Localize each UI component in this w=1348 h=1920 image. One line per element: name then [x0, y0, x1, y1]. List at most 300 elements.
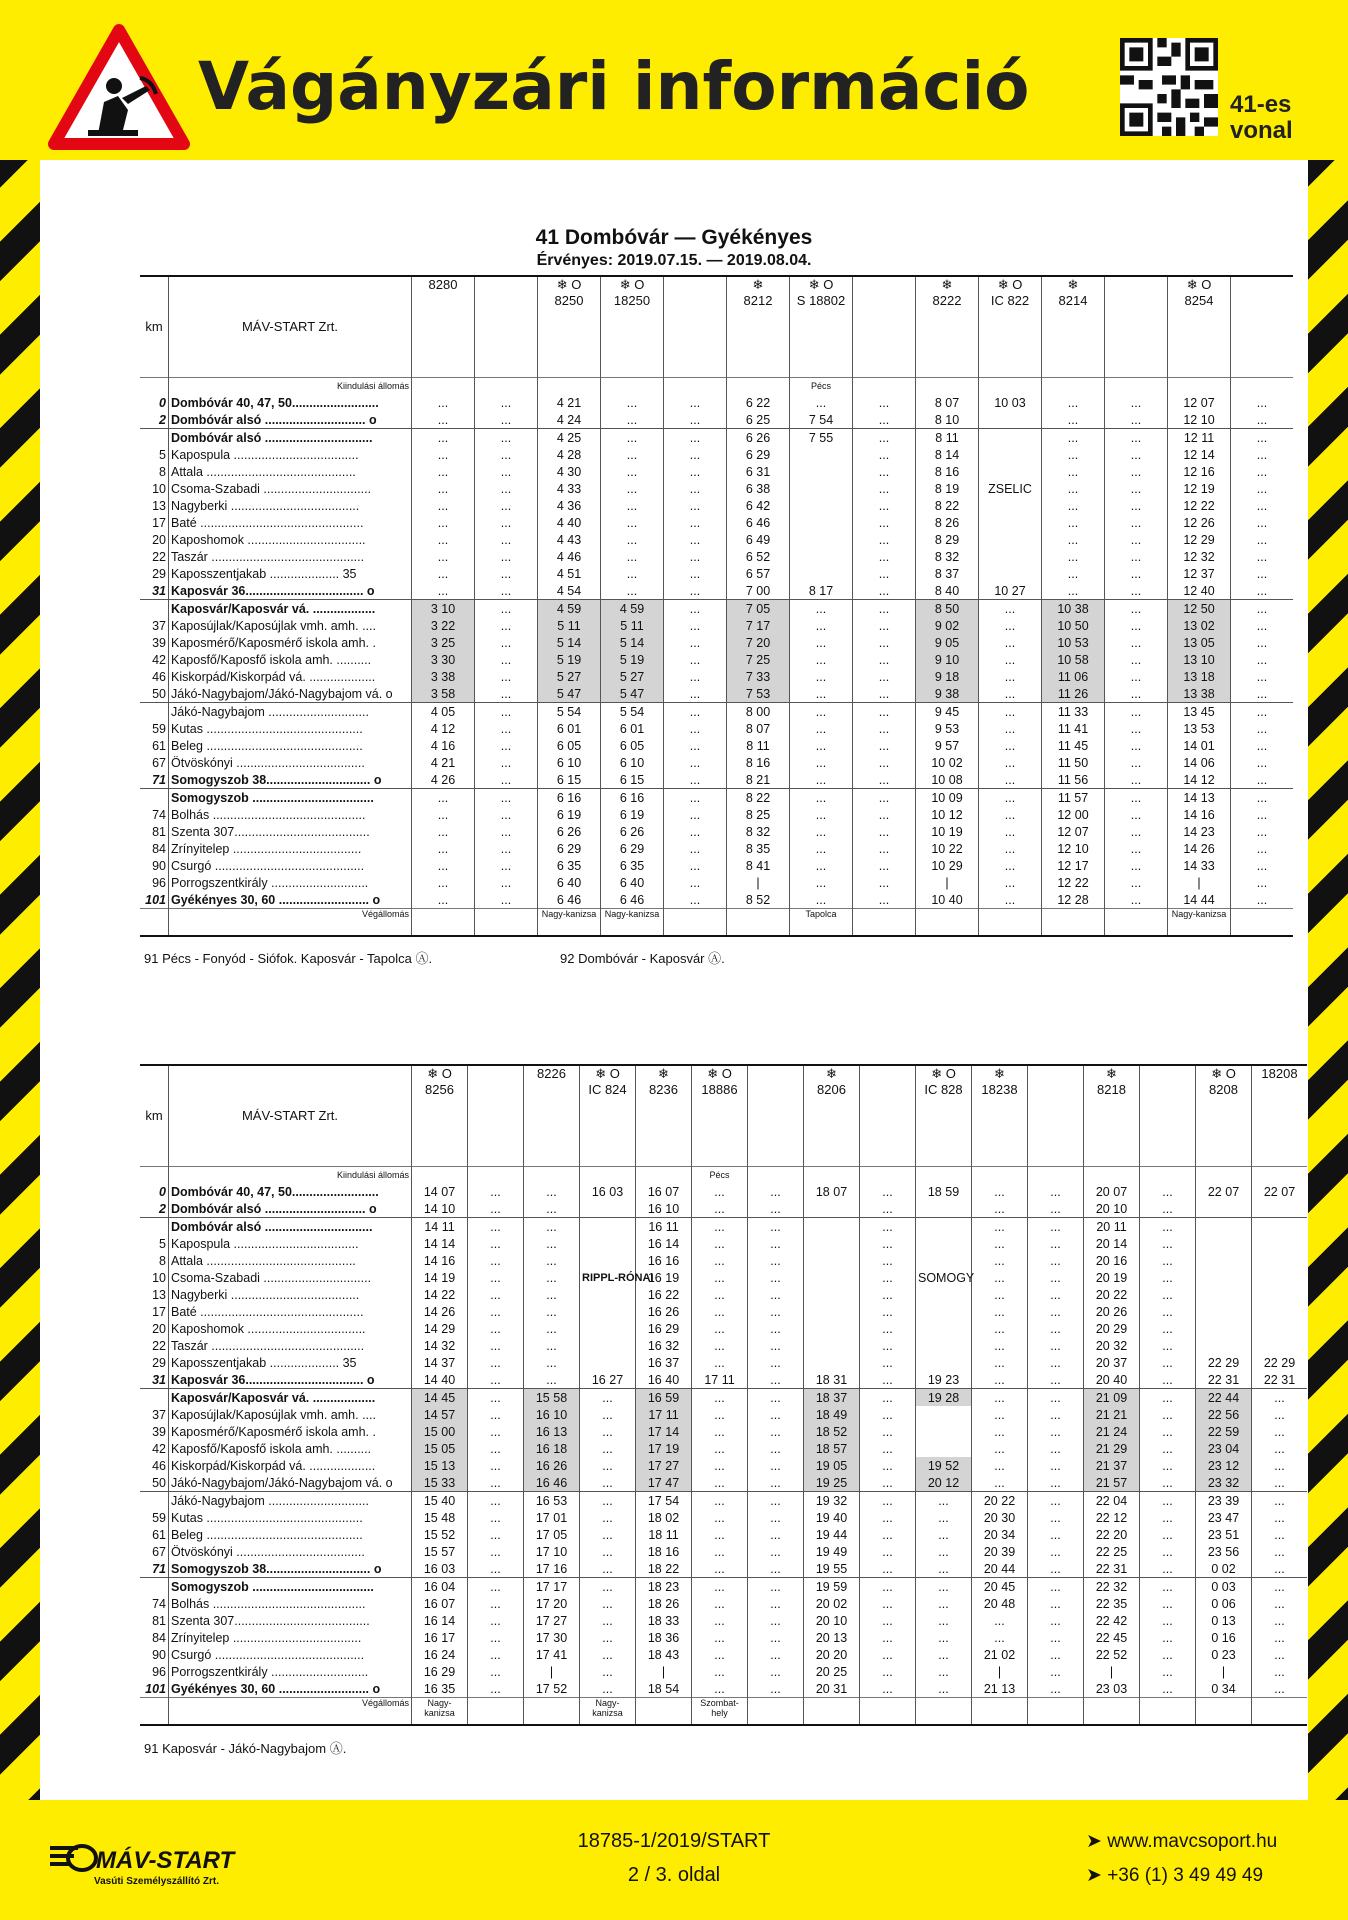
destination-station: Nagy-kanizsa — [1168, 909, 1231, 937]
time-cell: ... — [412, 531, 475, 548]
station-name: Somogyszob 38.............................. o — [169, 771, 412, 789]
train-column-header — [475, 276, 538, 378]
time-cell — [804, 1337, 860, 1354]
time-cell: 18 33 — [636, 1612, 692, 1629]
time-cell: 18 59 — [916, 1183, 972, 1200]
time-cell: ... — [1231, 840, 1294, 857]
time-cell: 21 21 — [1084, 1406, 1140, 1423]
time-cell: 18 31 — [804, 1371, 860, 1389]
station-row — [140, 1543, 1307, 1560]
time-cell: ... — [475, 823, 538, 840]
time-cell: ... — [972, 1252, 1028, 1269]
time-cell: 14 26 — [412, 1303, 468, 1320]
time-cell: 14 44 — [1168, 891, 1231, 909]
destination-station — [860, 1698, 916, 1726]
time-cell: ... — [860, 1492, 916, 1510]
station-name: Kaposszentjakab .................... 35 — [169, 1354, 412, 1371]
station-row — [140, 1560, 1307, 1578]
time-cell: 18 49 — [804, 1406, 860, 1423]
time-cell: 11 45 — [1042, 737, 1105, 754]
time-cell — [580, 1303, 636, 1320]
time-cell: 12 10 — [1168, 411, 1231, 429]
destination-station — [1105, 909, 1168, 937]
phone-text: +36 (1) 3 49 49 49 — [1107, 1865, 1264, 1886]
time-cell: ... — [1231, 754, 1294, 771]
time-cell: ... — [790, 771, 853, 789]
time-cell: ... — [860, 1612, 916, 1629]
time-cell: 16 14 — [636, 1235, 692, 1252]
time-cell: ... — [601, 548, 664, 565]
time-cell — [1252, 1235, 1308, 1252]
time-cell: ... — [692, 1320, 748, 1337]
time-cell — [1196, 1200, 1252, 1218]
station-name: Kaposmérő/Kaposmérő iskola amh. . — [169, 1423, 412, 1440]
time-cell: ... — [748, 1526, 804, 1543]
time-cell: ... — [468, 1680, 524, 1698]
time-cell: ... — [601, 565, 664, 582]
time-cell: ... — [1252, 1629, 1308, 1646]
time-cell: 8 52 — [727, 891, 790, 909]
time-cell: ... — [1105, 754, 1168, 771]
time-cell: ... — [748, 1646, 804, 1663]
destination-station — [916, 1698, 972, 1726]
time-cell: ... — [692, 1543, 748, 1560]
time-cell: ... — [412, 891, 475, 909]
time-cell: ... — [860, 1218, 916, 1236]
time-cell: 14 10 — [412, 1200, 468, 1218]
destination-station — [916, 909, 979, 937]
station-name: Porrogszentkirály ............................ — [169, 1663, 412, 1680]
time-cell: ... — [1028, 1629, 1084, 1646]
time-cell: ... — [664, 446, 727, 463]
time-cell — [1252, 1218, 1308, 1236]
train-symbol: ❄ O — [1186, 277, 1212, 292]
time-cell: ... — [1105, 446, 1168, 463]
time-cell: ... — [853, 411, 916, 429]
time-cell: 6 01 — [601, 720, 664, 737]
time-cell: ... — [853, 771, 916, 789]
time-cell: 13 18 — [1168, 668, 1231, 685]
time-cell: ... — [860, 1286, 916, 1303]
warning-sign-icon — [48, 24, 190, 152]
time-cell: ... — [601, 429, 664, 447]
station-row — [140, 1354, 1307, 1371]
time-cell: ... — [1105, 771, 1168, 789]
time-cell: 8 25 — [727, 806, 790, 823]
time-cell: ... — [1105, 531, 1168, 548]
time-cell: ... — [860, 1406, 916, 1423]
time-cell: 17 30 — [524, 1629, 580, 1646]
time-cell: ... — [468, 1509, 524, 1526]
time-cell: ... — [748, 1303, 804, 1320]
time-cell: ... — [1028, 1543, 1084, 1560]
time-cell: 4 59 — [601, 600, 664, 618]
station-row — [140, 1218, 1307, 1236]
km-value: 0 — [159, 1184, 166, 1199]
destination-station — [1196, 1698, 1252, 1726]
time-cell: 8 32 — [727, 823, 790, 840]
time-cell: ... — [601, 463, 664, 480]
station-row — [140, 1320, 1307, 1337]
time-cell: 16 07 — [412, 1595, 468, 1612]
time-cell: 7 55 — [790, 429, 853, 447]
time-cell: ... — [468, 1371, 524, 1389]
train-column-header — [1105, 276, 1168, 378]
km-value: 8 — [159, 464, 166, 479]
station-name: Somogyszob 38.............................. o — [169, 1560, 412, 1578]
time-cell: ... — [853, 617, 916, 634]
time-cell: ... — [979, 857, 1042, 874]
time-cell: 20 16 — [1084, 1252, 1140, 1269]
time-cell: ... — [1105, 411, 1168, 429]
time-cell: 5 19 — [538, 651, 601, 668]
km-header: km — [140, 1065, 169, 1167]
time-cell: 15 05 — [412, 1440, 468, 1457]
time-cell: 16 07 — [636, 1183, 692, 1200]
time-cell: 23 56 — [1196, 1543, 1252, 1560]
time-cell: 19 40 — [804, 1509, 860, 1526]
time-cell: 4 28 — [538, 446, 601, 463]
time-cell: 4 40 — [538, 514, 601, 531]
destination-station: Tapolca — [790, 909, 853, 937]
time-cell: ... — [748, 1440, 804, 1457]
time-cell: ... — [664, 651, 727, 668]
time-cell: ... — [664, 789, 727, 807]
origin-station — [727, 378, 790, 395]
time-cell: 11 50 — [1042, 754, 1105, 771]
time-cell: 20 02 — [804, 1595, 860, 1612]
time-cell: ... — [860, 1252, 916, 1269]
time-cell: ... — [972, 1423, 1028, 1440]
time-cell: 16 29 — [412, 1663, 468, 1680]
station-name: Dombóvár alsó ............................. o — [169, 1200, 412, 1218]
time-cell: 10 02 — [916, 754, 979, 771]
time-cell: ... — [475, 446, 538, 463]
time-cell: 18 54 — [636, 1680, 692, 1698]
time-cell: 14 33 — [1168, 857, 1231, 874]
time-cell: ... — [1105, 874, 1168, 891]
destination-station — [1252, 1698, 1308, 1726]
time-cell: 21 37 — [1084, 1457, 1140, 1474]
time-cell: 16 17 — [412, 1629, 468, 1646]
time-cell: 18 07 — [804, 1183, 860, 1200]
time-cell: ... — [1105, 480, 1168, 497]
time-cell: 5 14 — [601, 634, 664, 651]
station-name: Csoma-Szabadi ............................... — [169, 1269, 412, 1286]
station-name: Porrogszentkirály ............................ — [169, 874, 412, 891]
time-cell: ... — [1140, 1406, 1196, 1423]
km-value: 5 — [159, 1236, 166, 1251]
station-row — [140, 1595, 1307, 1612]
document-number: 18785-1/2019/START — [577, 1830, 771, 1852]
time-cell: ... — [1231, 565, 1294, 582]
time-cell: ... — [664, 480, 727, 497]
time-cell — [804, 1269, 860, 1286]
time-cell: 5 54 — [538, 703, 601, 721]
time-cell: 10 40 — [916, 891, 979, 909]
time-cell: ... — [1231, 600, 1294, 618]
timetable-bottom — [140, 1064, 1307, 1726]
km-value: 5 — [159, 447, 166, 462]
time-cell: ... — [748, 1560, 804, 1578]
time-cell: 16 59 — [636, 1389, 692, 1407]
time-cell: ... — [1231, 548, 1294, 565]
time-cell: 6 35 — [538, 857, 601, 874]
time-cell: ... — [790, 891, 853, 909]
km-value: 17 — [152, 515, 166, 530]
time-cell: 20 48 — [972, 1595, 1028, 1612]
time-cell: ... — [1231, 823, 1294, 840]
km-value: 37 — [152, 1407, 166, 1422]
time-cell: ... — [1105, 394, 1168, 411]
time-cell: 14 16 — [1168, 806, 1231, 823]
time-cell: ... — [412, 565, 475, 582]
time-cell: 14 16 — [412, 1252, 468, 1269]
time-cell — [790, 463, 853, 480]
time-cell: ... — [475, 891, 538, 909]
destination-label: Végállomás — [169, 1698, 412, 1726]
origin-station — [1231, 378, 1294, 395]
time-cell — [916, 1235, 972, 1252]
time-cell: 6 38 — [727, 480, 790, 497]
website-link[interactable] — [1086, 1830, 1277, 1853]
time-cell: ... — [1252, 1440, 1308, 1457]
time-cell: 12 10 — [1042, 840, 1105, 857]
time-cell: ... — [860, 1474, 916, 1492]
station-row — [140, 1680, 1307, 1698]
time-cell: ... — [972, 1406, 1028, 1423]
time-cell: ... — [1105, 548, 1168, 565]
time-cell: 23 51 — [1196, 1526, 1252, 1543]
time-cell: ... — [1140, 1200, 1196, 1218]
time-cell: ... — [972, 1371, 1028, 1389]
time-cell: ... — [692, 1183, 748, 1200]
origin-station — [475, 378, 538, 395]
time-cell: ... — [468, 1218, 524, 1236]
station-name: Kaposújlak/Kaposújlak vmh. amh. .... — [169, 1406, 412, 1423]
station-row — [140, 1492, 1307, 1510]
time-cell: ... — [580, 1612, 636, 1629]
time-cell: ... — [475, 857, 538, 874]
station-name: Jákó-Nagybajom/Jákó-Nagybajom vá. o — [169, 685, 412, 703]
time-cell — [790, 497, 853, 514]
time-cell: 14 12 — [1168, 771, 1231, 789]
station-row — [140, 1474, 1307, 1492]
time-cell: ... — [475, 411, 538, 429]
time-cell — [790, 514, 853, 531]
time-cell: ... — [1231, 463, 1294, 480]
time-cell: ... — [1252, 1389, 1308, 1407]
time-cell: 14 13 — [1168, 789, 1231, 807]
time-cell: 11 26 — [1042, 685, 1105, 703]
time-cell: 14 29 — [412, 1320, 468, 1337]
time-cell: 6 15 — [601, 771, 664, 789]
train-column-header — [1140, 1065, 1196, 1167]
time-cell: ... — [1105, 737, 1168, 754]
time-cell: 18 11 — [636, 1526, 692, 1543]
time-cell: ... — [664, 394, 727, 411]
time-cell: ... — [468, 1440, 524, 1457]
time-cell: 16 22 — [636, 1286, 692, 1303]
time-cell: ... — [1231, 668, 1294, 685]
time-cell: ... — [748, 1680, 804, 1698]
time-cell — [580, 1235, 636, 1252]
time-cell: 9 02 — [916, 617, 979, 634]
station-name: Kaposfő/Kaposfő iskola amh. .......... — [169, 1440, 412, 1457]
station-row — [140, 703, 1293, 721]
time-cell: ... — [860, 1371, 916, 1389]
time-cell: 3 22 — [412, 617, 475, 634]
note-92-top: 92 Dombóvár - Kaposvár Ⓐ. — [560, 951, 725, 966]
time-cell: 14 32 — [412, 1337, 468, 1354]
train-symbol: ❄ — [1106, 1066, 1117, 1081]
time-cell: 15 00 — [412, 1423, 468, 1440]
time-cell: ... — [853, 703, 916, 721]
time-cell: ... — [860, 1629, 916, 1646]
time-cell — [916, 1320, 972, 1337]
time-cell: 12 26 — [1168, 514, 1231, 531]
station-row — [140, 789, 1293, 807]
time-cell: ... — [692, 1680, 748, 1698]
time-cell: ... — [853, 857, 916, 874]
time-cell: ... — [1140, 1680, 1196, 1698]
time-cell: 23 03 — [1084, 1680, 1140, 1698]
station-name: Kutas ............................................. — [169, 720, 412, 737]
time-cell: ... — [972, 1286, 1028, 1303]
time-cell: ... — [1042, 446, 1105, 463]
time-cell: 4 30 — [538, 463, 601, 480]
km-value: 46 — [152, 1458, 166, 1473]
train-column-header — [524, 1065, 580, 1167]
time-cell: ... — [853, 754, 916, 771]
time-cell: 20 07 — [1084, 1183, 1140, 1200]
time-cell: ... — [1042, 411, 1105, 429]
time-cell: ... — [1140, 1612, 1196, 1629]
time-cell: 22 52 — [1084, 1646, 1140, 1663]
time-cell: ... — [1105, 600, 1168, 618]
time-cell: ... — [664, 874, 727, 891]
origin-station — [1252, 1167, 1308, 1184]
time-cell: 9 05 — [916, 634, 979, 651]
time-cell: 12 07 — [1168, 394, 1231, 411]
time-cell: 6 40 — [601, 874, 664, 891]
time-cell: 22 32 — [1084, 1578, 1140, 1596]
station-name: Kaposvár/Kaposvár vá. .................. — [169, 600, 412, 618]
logo-text: MÁV-START — [96, 1847, 235, 1874]
train-column-header — [748, 1065, 804, 1167]
time-cell: ... — [1028, 1303, 1084, 1320]
time-cell: ... — [853, 789, 916, 807]
time-cell: ... — [979, 703, 1042, 721]
km-cell — [140, 909, 169, 937]
time-cell — [1252, 1320, 1308, 1337]
train-number: 8212 — [743, 293, 773, 308]
time-cell: 22 31 — [1196, 1371, 1252, 1389]
time-cell: 17 27 — [636, 1457, 692, 1474]
train-column-header — [1196, 1065, 1252, 1167]
time-cell: 17 16 — [524, 1560, 580, 1578]
time-cell — [1252, 1269, 1308, 1286]
time-cell: ... — [468, 1183, 524, 1200]
time-cell: ... — [692, 1440, 748, 1457]
time-cell: ... — [1028, 1406, 1084, 1423]
time-cell: ... — [692, 1526, 748, 1543]
station-row — [140, 1629, 1307, 1646]
station-name: Szenta 307....................................... — [169, 1612, 412, 1629]
time-cell: ... — [1140, 1183, 1196, 1200]
time-cell: 21 13 — [972, 1680, 1028, 1698]
time-cell: ... — [1231, 703, 1294, 721]
km-value: 13 — [152, 498, 166, 513]
train-column-header — [468, 1065, 524, 1167]
time-cell: ... — [972, 1183, 1028, 1200]
time-cell: ... — [748, 1509, 804, 1526]
time-cell: ... — [1231, 429, 1294, 447]
km-value: 71 — [152, 772, 166, 787]
time-cell: ... — [1105, 651, 1168, 668]
station-row — [140, 874, 1293, 891]
time-cell: ... — [580, 1474, 636, 1492]
station-row — [140, 1457, 1307, 1474]
time-cell: 6 19 — [601, 806, 664, 823]
time-cell: ... — [580, 1492, 636, 1510]
time-cell: ... — [853, 720, 916, 737]
station-row — [140, 634, 1293, 651]
station-name: Kaposvár 36.................................. o — [169, 1371, 412, 1389]
time-cell: 12 40 — [1168, 582, 1231, 600]
train-symbol: ❄ — [658, 1066, 669, 1081]
time-cell: 6 16 — [601, 789, 664, 807]
km-value: 42 — [152, 652, 166, 667]
time-cell: 17 05 — [524, 1526, 580, 1543]
time-cell: ... — [468, 1303, 524, 1320]
station-name: Kaposmérő/Kaposmérő iskola amh. . — [169, 634, 412, 651]
km-value: 20 — [152, 532, 166, 547]
time-cell: | — [972, 1663, 1028, 1680]
origin-station — [1042, 378, 1105, 395]
time-cell: 6 29 — [538, 840, 601, 857]
time-cell: 8 07 — [727, 720, 790, 737]
time-cell: ... — [853, 463, 916, 480]
time-cell: ... — [1140, 1269, 1196, 1286]
time-cell: 17 01 — [524, 1509, 580, 1526]
time-cell: ... — [860, 1235, 916, 1252]
time-cell — [979, 411, 1042, 429]
station-name: Dombóvár alsó ............................... — [169, 1218, 412, 1236]
time-cell: ... — [748, 1423, 804, 1440]
origin-station — [1028, 1167, 1084, 1184]
time-cell: ... — [524, 1286, 580, 1303]
km-value: 8 — [159, 1253, 166, 1268]
time-cell: 23 47 — [1196, 1509, 1252, 1526]
station-row — [140, 1269, 1307, 1286]
time-cell: ... — [979, 771, 1042, 789]
time-cell: 5 27 — [538, 668, 601, 685]
time-cell: 8 16 — [916, 463, 979, 480]
station-row — [140, 857, 1293, 874]
train-symbol: ❄ — [941, 277, 953, 292]
time-cell: 6 46 — [538, 891, 601, 909]
time-cell: 18 43 — [636, 1646, 692, 1663]
time-cell: 10 53 — [1042, 634, 1105, 651]
time-cell: ... — [853, 531, 916, 548]
time-cell: ... — [580, 1629, 636, 1646]
time-cell: 4 59 — [538, 600, 601, 618]
time-cell: ... — [580, 1578, 636, 1596]
km-value — [140, 600, 169, 618]
time-cell: 13 05 — [1168, 634, 1231, 651]
station-name: Kaposfő/Kaposfő iskola amh. .......... — [169, 651, 412, 668]
